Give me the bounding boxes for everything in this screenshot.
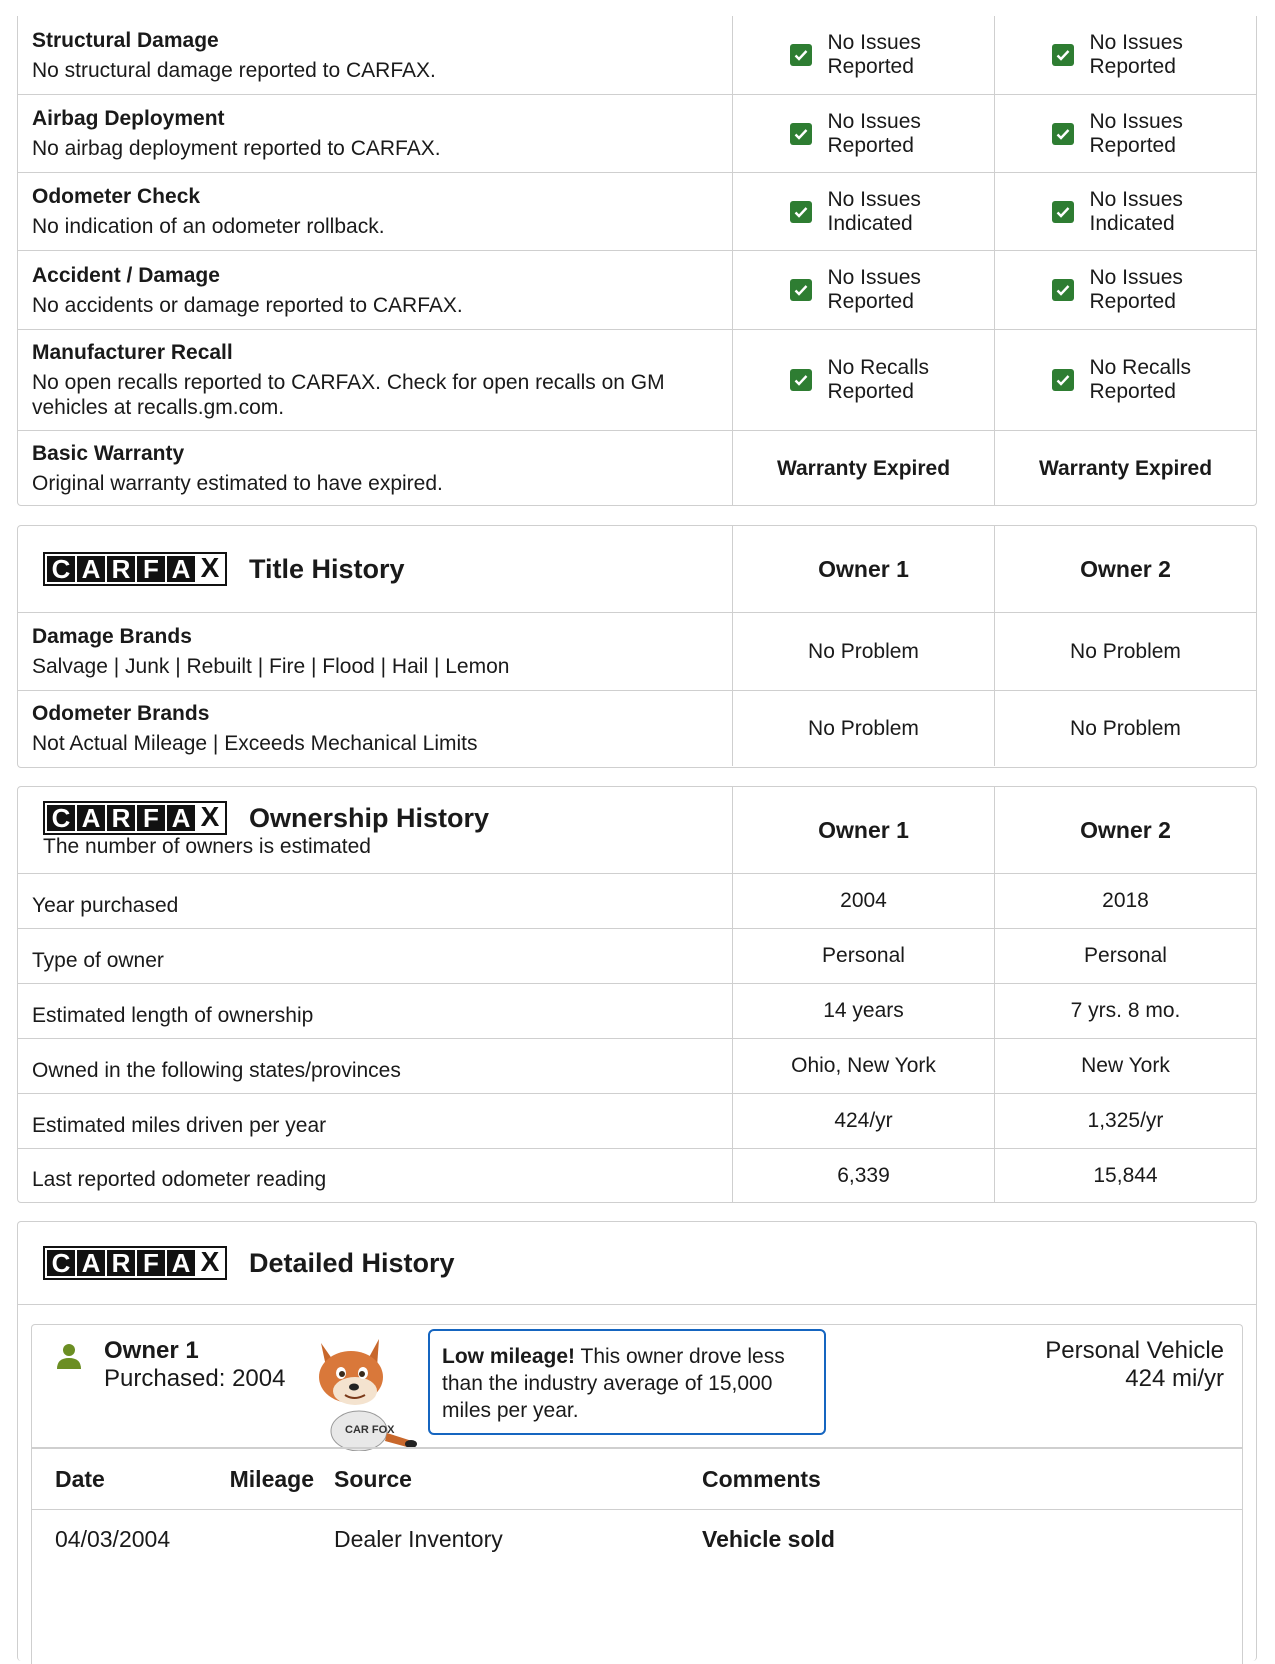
- check-row-label: [18, 16, 732, 94]
- owner2-value: 15,844: [994, 1149, 1256, 1202]
- vehicle-type: Personal Vehicle: [1045, 1337, 1224, 1364]
- status-text: No Issues Reported: [827, 31, 921, 78]
- section-title: Detailed History: [249, 1247, 455, 1278]
- owner2-header: Owner 2: [994, 787, 1256, 873]
- header-label: [18, 787, 732, 873]
- record-source: Dealer Inventory: [334, 1525, 503, 1552]
- title-row-title: Odometer Brands: [32, 702, 210, 725]
- ownership-row-label: Owned in the following states/provinces: [32, 1059, 401, 1082]
- owner2-status: [994, 16, 1256, 94]
- carfox-mascot-image: [307, 1333, 425, 1451]
- owner2-value: Personal: [994, 929, 1256, 983]
- ownership-row: [18, 1093, 1256, 1148]
- logo-letter: C: [47, 556, 75, 582]
- ownership-row-label: Year purchased: [32, 894, 179, 917]
- col-source-header: Source: [334, 1465, 412, 1492]
- owner1-value: 424/yr: [732, 1094, 994, 1148]
- col-comments-header: Comments: [702, 1465, 821, 1492]
- owner-name: Owner 1: [104, 1337, 199, 1364]
- records-table: [31, 1447, 1243, 1568]
- owner2-value: 7 yrs. 8 mo.: [994, 984, 1256, 1038]
- section-subtitle: The number of owners is estimated: [43, 835, 371, 858]
- record-date: 04/03/2004: [55, 1525, 171, 1552]
- checkbox-check-icon: [1052, 201, 1074, 223]
- ownership-history-header: [18, 787, 1256, 873]
- title-row-desc: Not Actual Mileage | Exceeds Mechanical Limits: [32, 732, 478, 755]
- owner2-warranty: Warranty Expired: [994, 431, 1256, 506]
- status-text: No Issues Reported: [1089, 109, 1183, 157]
- title-row-title: Damage Brands: [32, 625, 192, 648]
- owner2-status: [994, 95, 1256, 172]
- owner1-value: Personal: [732, 929, 994, 983]
- checkbox-check-icon: [790, 279, 812, 301]
- ownership-row-label: Type of owner: [32, 949, 164, 972]
- carfax-logo: [43, 801, 227, 835]
- ownership-row: [18, 873, 1256, 928]
- title-row-odometer-brands: [18, 690, 1256, 766]
- callout-text: This owner drove less than the industry average of 15,000 miles per year.: [442, 1345, 785, 1422]
- owner-purchased: Purchased: 2004: [104, 1365, 286, 1392]
- mascot-shirt-text: CAR FOX: [345, 1424, 395, 1436]
- check-row-label: [18, 431, 732, 506]
- logo-letter: A: [77, 1250, 105, 1276]
- owner1-header: Owner 1: [732, 787, 994, 873]
- low-mileage-callout: [428, 1329, 826, 1435]
- title-row-label: [18, 613, 732, 690]
- check-title: Manufacturer Recall: [32, 341, 233, 364]
- checkbox-check-icon: [790, 201, 812, 223]
- logo-letter: R: [107, 556, 135, 582]
- check-title: Basic Warranty: [32, 442, 185, 465]
- title-row-desc: Salvage | Junk | Rebuilt | Fire | Flood | Hail | Lemon: [32, 655, 510, 678]
- owner1-status: [732, 251, 994, 329]
- checkbox-check-icon: [1052, 123, 1074, 145]
- history-checks-table: [17, 16, 1257, 506]
- ownership-row-label: Estimated length of ownership: [32, 1004, 314, 1027]
- check-title: Airbag Deployment: [32, 107, 225, 130]
- status-text: No Issues Indicated: [827, 187, 921, 235]
- callout-bold: Low mileage!: [442, 1345, 576, 1368]
- checkbox-check-icon: [790, 369, 812, 391]
- carfax-logo: [43, 552, 227, 586]
- owner1-value: 2004: [732, 874, 994, 928]
- check-row-accident: [18, 250, 1256, 329]
- status-text: No Issues Reported: [1089, 31, 1183, 78]
- owner1-value: No Problem: [732, 691, 994, 766]
- logo-letter: A: [77, 805, 105, 831]
- check-row-odometer: [18, 172, 1256, 250]
- owner1-value: 14 years: [732, 984, 994, 1038]
- col-mileage-header: Mileage: [229, 1465, 314, 1492]
- check-row-airbag: [18, 94, 1256, 172]
- checkbox-check-icon: [1052, 44, 1074, 66]
- owner1-status: [732, 16, 994, 94]
- detailed-history-card: [17, 1221, 1257, 1661]
- check-row-recall: [18, 329, 1256, 430]
- owner2-value: No Problem: [994, 691, 1256, 766]
- check-row-label: [18, 251, 732, 329]
- logo-letter: X: [197, 556, 223, 582]
- check-row-label: [18, 95, 732, 172]
- logo-letter: A: [77, 556, 105, 582]
- check-title: Accident / Damage: [32, 263, 220, 287]
- check-desc: Original warranty estimated to have expired.: [32, 472, 443, 495]
- owner2-header: Owner 2: [994, 526, 1256, 612]
- owner1-value: No Problem: [732, 613, 994, 690]
- logo-letter: C: [47, 805, 75, 831]
- ownership-row: [18, 1038, 1256, 1093]
- carfax-logo: [43, 1246, 227, 1280]
- owner1-status: [732, 330, 994, 430]
- owner1-status: [732, 95, 994, 172]
- header-title-row: [43, 801, 718, 835]
- logo-letter: X: [197, 1250, 223, 1276]
- status-text: No Issues Reported: [827, 109, 921, 157]
- check-title: Structural Damage: [32, 28, 219, 52]
- logo-letter: F: [137, 556, 165, 582]
- owner1-status: [732, 173, 994, 250]
- owner2-status: [994, 330, 1256, 430]
- logo-letter: A: [167, 556, 195, 582]
- status-text: No Recalls Reported: [827, 356, 930, 403]
- logo-letter: A: [167, 1250, 195, 1276]
- title-history-header: [18, 526, 1256, 612]
- logo-letter: R: [107, 1250, 135, 1276]
- status-text: No Recalls Reported: [1089, 356, 1192, 403]
- check-desc: No accidents or damage reported to CARFAX.: [32, 293, 463, 317]
- miles-per-year: 424 mi/yr: [1125, 1365, 1224, 1392]
- logo-letter: F: [137, 805, 165, 831]
- check-row-structural-damage: [18, 16, 1256, 94]
- record-comments: Vehicle sold: [702, 1525, 835, 1552]
- logo-letter: A: [167, 805, 195, 831]
- logo-letter: R: [107, 805, 135, 831]
- check-title: Odometer Check: [32, 185, 201, 208]
- owner2-status: [994, 251, 1256, 329]
- ownership-row: [18, 928, 1256, 983]
- owner2-status: [994, 173, 1256, 250]
- ownership-history-table: [17, 786, 1257, 1203]
- title-row-label: [18, 691, 732, 766]
- section-title: Title History: [249, 553, 405, 584]
- owner1-value: 6,339: [732, 1149, 994, 1202]
- status-text: No Issues Indicated: [1089, 187, 1183, 235]
- check-desc: No open recalls reported to CARFAX. Check for open recalls on GM vehicles at recalls.gm.com.: [32, 371, 665, 419]
- logo-letter: X: [197, 805, 223, 831]
- status-text: No Issues Reported: [827, 266, 921, 313]
- owner1-warranty: Warranty Expired: [732, 431, 994, 506]
- ownership-row: [18, 983, 1256, 1038]
- check-row-label: [18, 330, 732, 430]
- checkbox-check-icon: [1052, 369, 1074, 391]
- checkbox-check-icon: [1052, 279, 1074, 301]
- owner2-value: No Problem: [994, 613, 1256, 690]
- checkbox-check-icon: [790, 44, 812, 66]
- checkbox-check-icon: [790, 123, 812, 145]
- title-row-damage-brands: [18, 612, 1256, 690]
- owner2-value: 1,325/yr: [994, 1094, 1256, 1148]
- owner1-header: Owner 1: [732, 526, 994, 612]
- col-date-header: Date: [55, 1465, 105, 1492]
- owner2-value: 2018: [994, 874, 1256, 928]
- check-row-warranty: [18, 430, 1256, 506]
- logo-letter: F: [137, 1250, 165, 1276]
- ownership-row-label: Estimated miles driven per year: [32, 1114, 327, 1137]
- detailed-history-header: [18, 1222, 1256, 1305]
- person-icon: [54, 1341, 84, 1376]
- owner1-value: Ohio, New York: [732, 1039, 994, 1093]
- owner2-value: New York: [994, 1039, 1256, 1093]
- header-label: [18, 526, 732, 612]
- title-history-table: [17, 525, 1257, 768]
- ownership-row: [18, 1148, 1256, 1202]
- owner-panel: [31, 1324, 1243, 1664]
- check-desc: No airbag deployment reported to CARFAX.: [32, 137, 441, 160]
- ownership-row-label: Last reported odometer reading: [32, 1168, 327, 1191]
- section-title: Ownership History: [249, 802, 490, 833]
- logo-letter: C: [47, 1250, 75, 1276]
- status-text: No Issues Reported: [1089, 266, 1183, 313]
- check-row-label: [18, 173, 732, 250]
- records-header-row: [31, 1449, 1243, 1510]
- records-row: [31, 1510, 1243, 1568]
- check-desc: No indication of an odometer rollback.: [32, 215, 385, 238]
- check-desc: No structural damage reported to CARFAX.: [32, 58, 436, 82]
